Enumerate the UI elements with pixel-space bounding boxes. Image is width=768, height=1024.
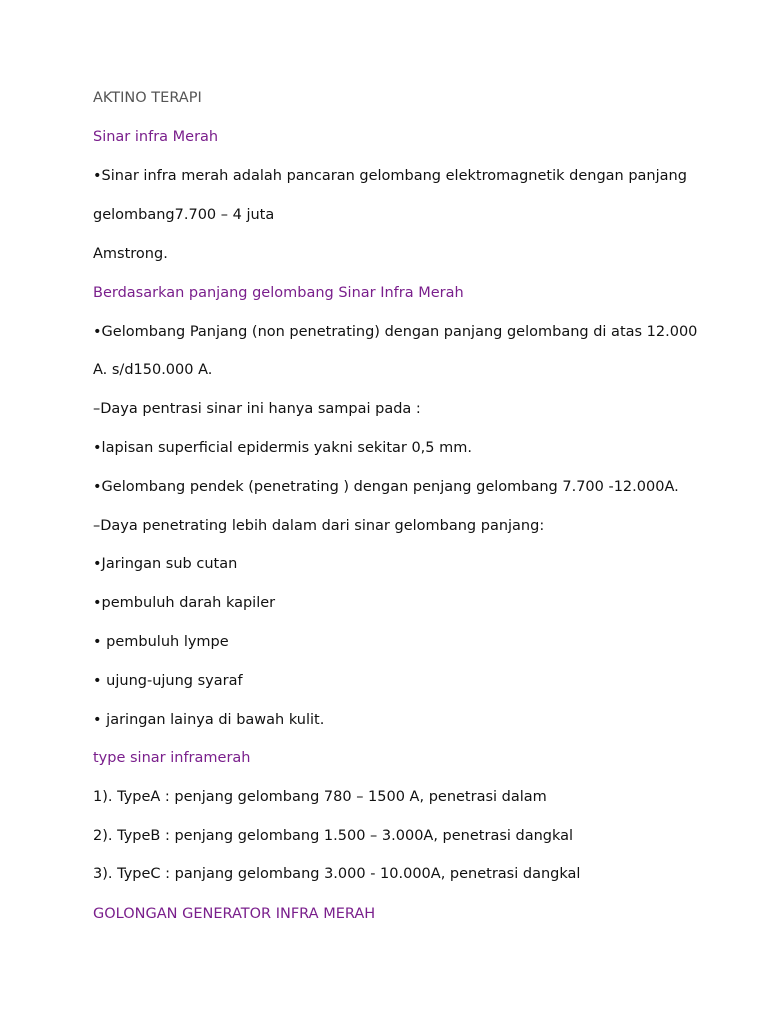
paragraph-line: •lapisan superficial epidermis yakni sekitar 0,5 mm. <box>93 440 472 456</box>
paragraph-line: gelombang7.700 – 4 juta <box>93 207 275 223</box>
list-item: • ujung-ujung syaraf <box>93 673 243 689</box>
list-item: • pembuluh lympe <box>93 634 229 650</box>
type-item: 1). TypeA : penjang gelombang 780 – 1500 A, penetrasi dalam <box>93 789 547 805</box>
paragraph-line: •Sinar infra merah adalah pancaran gelombang elektromagnetik dengan panjang <box>93 168 687 184</box>
list-item: •Jaringan sub cutan <box>93 556 238 572</box>
type-item: 2). TypeB : penjang gelombang 1.500 – 3.000A, penetrasi dangkal <box>93 828 574 844</box>
heading-berdasarkan-panjang-gelombang: Berdasarkan panjang gelombang Sinar Infra Merah <box>93 285 464 301</box>
list-item: •pembuluh darah kapiler <box>93 595 276 611</box>
paragraph-line: •Gelombang Panjang (non penetrating) dengan panjang gelombang di atas 12.000 <box>93 324 698 340</box>
heading-type-sinar-inframerah: type sinar inframerah <box>93 750 251 766</box>
paragraph-line: Amstrong. <box>93 246 168 262</box>
paragraph-line: A. s/d150.000 A. <box>93 362 213 378</box>
list-item: • jaringan lainya di bawah kulit. <box>93 712 325 728</box>
heading-sinar-infra-merah: Sinar infra Merah <box>93 129 219 145</box>
paragraph-line: –Daya penetrating lebih dalam dari sinar gelombang panjang: <box>93 518 545 534</box>
heading-golongan-generator: GOLONGAN GENERATOR INFRA MERAH <box>93 906 376 922</box>
paragraph-line: •Gelombang pendek (penetrating ) dengan penjang gelombang 7.700 -12.000A. <box>93 479 679 495</box>
type-item: 3). TypeC : panjang gelombang 3.000 - 10.000A, penetrasi dangkal <box>93 866 581 882</box>
paragraph-line: –Daya pentrasi sinar ini hanya sampai pada : <box>93 401 421 417</box>
document-title: AKTINO TERAPI <box>93 90 202 106</box>
